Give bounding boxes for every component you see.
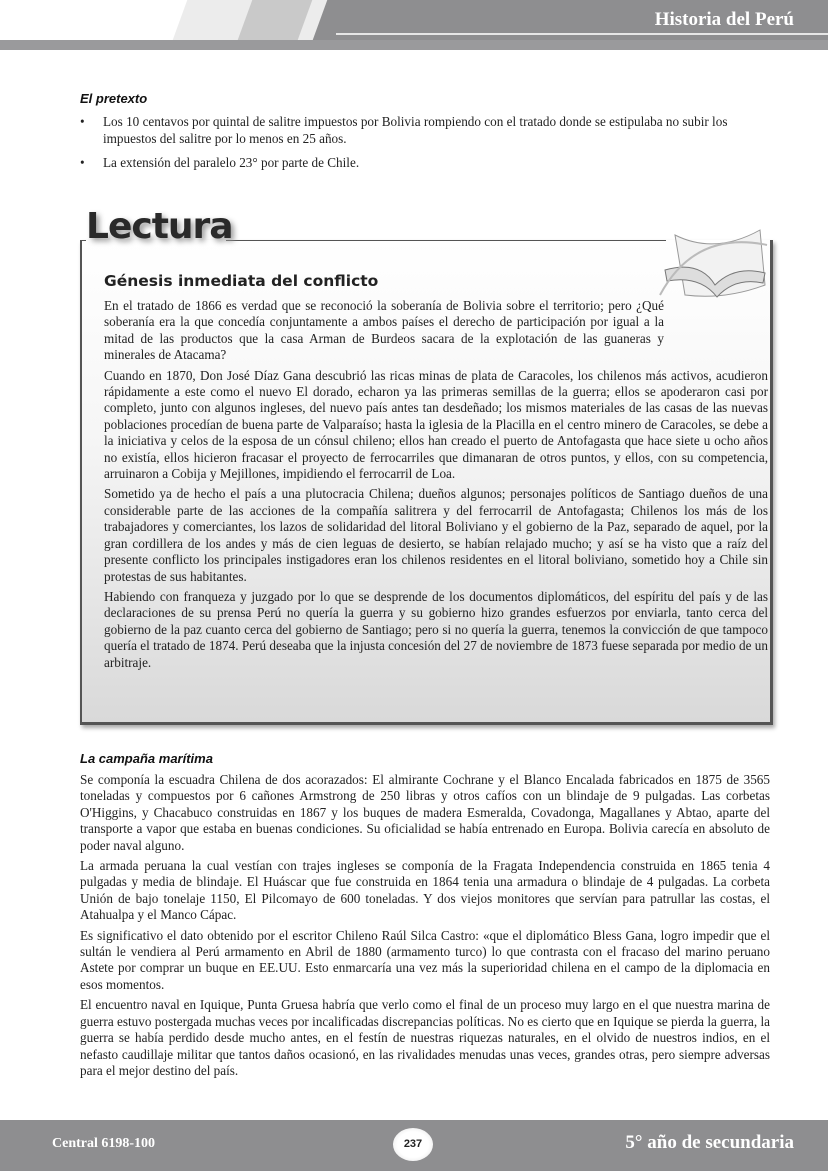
pretexto-list — [80, 114, 772, 180]
paragraph: Cuando en 1870, Don José Díaz Gana descubrió las ricas minas de plata de Caracoles, los chilenos más activos, acudieron rápidamente a este como el nuevo El dorado, echaron ya las primeras semillas de la guerra; ellos se apoderaron casi por completo, junto con algunos ingleses, del nuevo país antes tan desdeñado; los mismos materiales de las casas de las nuevas poblaciones procedían de buena parte de Valparaíso; hasta la iglesia de la Placilla en el centro minero de Caracoles, se debe a la iniciativa y celos de la esposa de un cónsul chileno; ellos han creado el puerto de Antofagasta que hace siete u ocho años no existía, ellos hicieron fracasar el proyecto de ferrocarriles que dimanaran de otros puntos, y ellos, con su competencia, arruinaron a Cobija y Mejillones, impidiendo el ferrocarril de Loa. — [104, 367, 768, 482]
paragraph: Se componía la escuadra Chilena de dos acorazados: El almirante Cochrane y el Blanco Encalada fabricados en 1875 de 3565 toneladas y compuestos por 6 cañones Armstrong de 250 libras y otros cafíos con un blindaje de 9 pulgadas. Las corbetas O'Higgins, y Chacabuco construidas en 1867 y los buques de madera Esmeralda, Covadonga, Magallanes y Abtao, aparte del transporte a vapor que estaba en buenas condiciones. Su oficialidad se había entrenado en Europa. Bolivia carecía en absoluto de poder naval alguno. — [80, 772, 770, 853]
section-title-campana: La campaña marítima — [80, 751, 213, 766]
page-number: 237 — [393, 1128, 433, 1161]
section-title-pretexto: El pretexto — [80, 91, 148, 106]
campana-body — [80, 772, 770, 1083]
lectura-label: Lectura — [86, 206, 233, 247]
grade-label: 5° año de secundaria — [625, 1132, 794, 1153]
list-item: • La extensión del paralelo 23° por parte de Chile. — [80, 155, 772, 172]
page-header — [0, 0, 828, 50]
paragraph: Es significativo el dato obtenido por el escritor Chileno Raúl Silca Castro: «que el diplomático Bless Gana, logro impedir que el sultán le vendiera al Perú armamento en Abril de 1880 (armamento turco) lo que contrasta con el fracaso del marino peruano Astete por comprar un buque en EE.UU. Esto enmarcaría una vez más la superioridad chilena en el campo de la diplomacia en esos momentos. — [80, 927, 770, 992]
list-item: • Los 10 centavos por quintal de salitre impuestos por Bolivia rompiendo con el tratado donde se estipulaba no subir los impuestos del salitre por lo menos en 25 años. — [80, 114, 772, 147]
header-underline — [336, 33, 828, 35]
reading-title: Génesis inmediata del conflicto — [104, 272, 379, 290]
phone-number: Central 6198-100 — [52, 1136, 156, 1151]
paragraph: La armada peruana la cual vestían con trajes ingleses se componía de la Fragata Independencia construida en 1865 tenia 4 pulgadas y media de blindaje. El Huáscar que fue construida en 1864 tenia una armadura o blindaje de 4 pulgadas. La corbeta Unión de bajo tonelaje 1150, El Pilcomayo de 600 toneladas. Y dos viejos monitores que servían para patrullar las costas, el Atahualpa y el Manco Cápac. — [80, 858, 770, 923]
paragraph: Sometido ya de hecho el país a una plutocracia Chilena; dueños algunos; personajes políticos de Santiago dueños de una considerable parte de las acciones de la compañía salitrera y del ferrocarril de Antofagasta; Chilenos los más de los trabajadores y comerciantes, los lazos de solidaridad del litoral Boliviano y el gobierno de la Paz, separado de aquel, por la gran cordillera de los andes y más de cien leguas de desierto, se habían relajado mucho; y así se ha visto que a raíz del presente conflicto los principales instigadores eran los chilenos residentes en el litoral boliviano, sometido hoy a Chile sin protestas de sus habitantes. — [104, 486, 768, 584]
page-footer — [0, 1120, 828, 1171]
header-band — [0, 40, 828, 50]
divider — [226, 240, 666, 241]
paragraph: El encuentro naval en Iquique, Punta Gruesa habría que verlo como el final de un proceso muy largo en el que nuestra marina de guerra estuvo postergada muchas veces por incalificadas discrepancias políticas. No es cierto que en Iquique se pierda la guerra, la guerra se había perdido desde mucho antes, en el festín de nuestras riquezas naturales, en el olvido de nuestros indios, en el nefasto caudillaje militar que tantos daños ocasionó, en las rivalidades menudas unas veces, grandes otras, pero siempre adversas para el mejor destino del país. — [80, 997, 770, 1078]
reading-body — [104, 298, 768, 675]
paragraph: Habiendo con franqueza y juzgado por lo que se desprende de los documentos diplomáticos, del espíritu del país y de las declaraciones de su prensa Perú no quería la guerra y su gobierno hizo grandes esfuerzos por enviarla, tanto cerca del gobierno de la paz cuanto cerca del gobierno de Santiago; pero si no quería la guerra, tenemos la convicción de que tampoco quería el tratado de 1874. Perú deseaba que la injusta concesión del 27 de noviembre de 1873 fuese separada por medio de un arbitraje. — [104, 588, 768, 670]
book-title: Historia del Perú — [654, 9, 794, 30]
paragraph: En el tratado de 1866 es verdad que se reconoció la soberanía de Bolivia sobre el territorio; pero ¿Qué soberanía era la que concedía conjuntamente a ambos países el derecho de participación por igual a la mitad de las productos que la casa Arman de Burdeos sacara de la explotación de las guaneras y minerales de Atacama? — [104, 298, 664, 363]
